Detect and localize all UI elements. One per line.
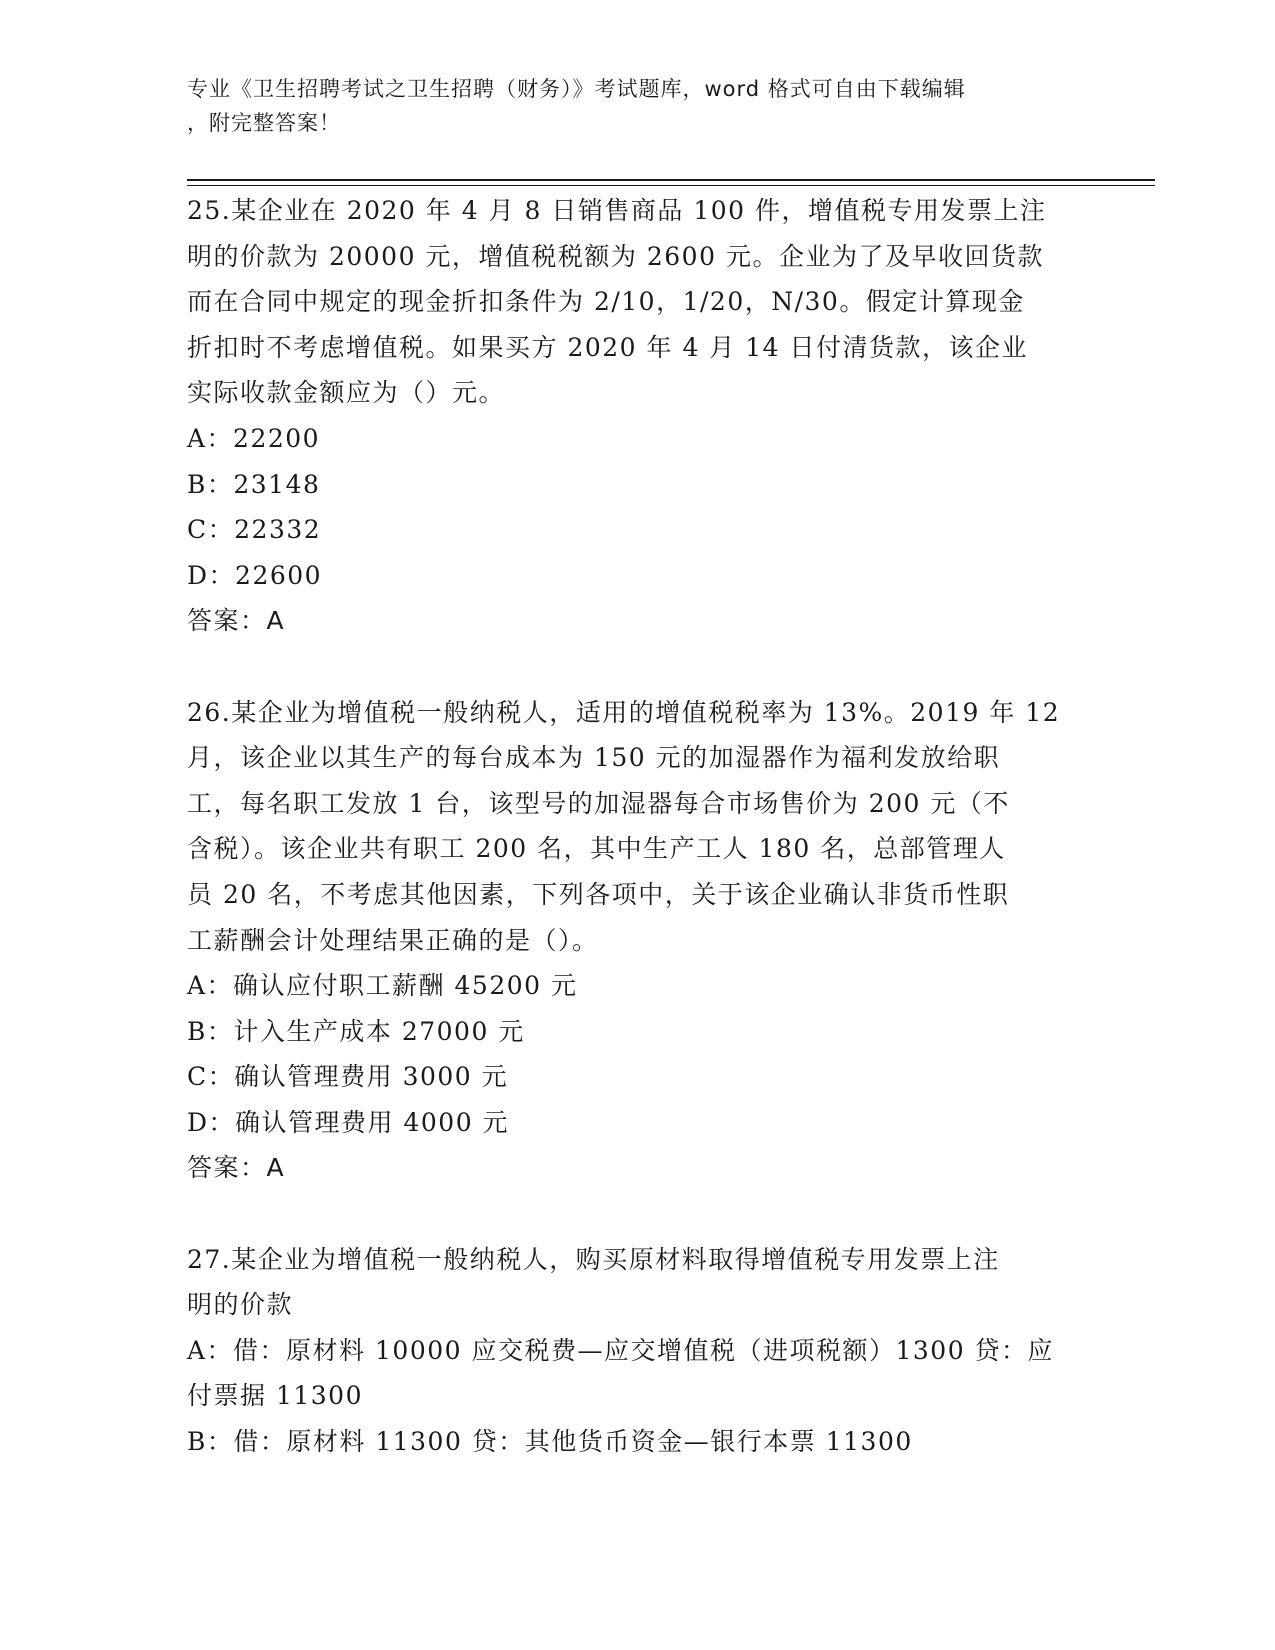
question-stem-line: 明的价款 — [187, 1290, 294, 1320]
question-spacer — [187, 1191, 1087, 1237]
option-c: C：确认管理费用 3000 元 — [187, 1062, 509, 1092]
question-stem-line: 实际收款金额应为（）元。 — [187, 378, 506, 408]
question-stem-line: 26.某企业为增值税一般纳税人，适用的增值税税率为 13%。2019 年 12 — [187, 697, 1061, 727]
question-25 — [187, 188, 1087, 644]
question-stem-line: 月，该企业以其生产的每台成本为 150 元的加湿器作为福利发放给职 — [187, 743, 1001, 773]
option-a: A：确认应付职工薪酬 45200 元 — [187, 971, 578, 1001]
option-d: D：22600 — [187, 560, 323, 590]
question-stem-line: 工，每名职工发放 1 台，该型号的加湿器每合市场售价为 200 元（不 — [187, 788, 1010, 818]
option-a-continued: 付票据 11300 — [187, 1381, 363, 1411]
option-d: D：确认管理费用 4000 元 — [187, 1107, 510, 1137]
question-spacer — [187, 644, 1087, 690]
question-list — [187, 188, 1087, 1465]
question-stem-line: 27.某企业为增值税一般纳税人，购买原材料取得增值税专用发票上注 — [187, 1244, 1000, 1274]
question-stem-line: 员 20 名，不考虑其他因素，下列各项中，关于该企业确认非货币性职 — [187, 879, 1010, 909]
question-stem-line: 折扣时不考虑增值税。如果买方 2020 年 4 月 14 日付清货款，该企业 — [187, 332, 1029, 362]
question-stem-line: 工薪酬会计处理结果正确的是（）。 — [187, 925, 599, 955]
option-c: C：22332 — [187, 515, 322, 545]
option-a: A：22200 — [187, 423, 321, 453]
answer-line: 答案：A — [187, 1153, 286, 1183]
option-a: A：借：原材料 10000 应交税费—应交增值税（进项税额）1300 贷：应 — [187, 1335, 1055, 1365]
question-stem-line: 25.某企业在 2020 年 4 月 8 日销售商品 100 件，增值税专用发票上注 — [187, 196, 1047, 225]
question-stem-line: 而在合同中规定的现金折扣条件为 2/10，1/20，N/30。假定计算现金 — [187, 287, 1025, 317]
question-26 — [187, 690, 1087, 1192]
option-b: B：23148 — [187, 469, 321, 499]
header-divider-thin — [187, 185, 1155, 186]
header-line-2: ，附完整答案！ — [187, 111, 341, 135]
question-27 — [187, 1237, 1087, 1465]
header-line-1: 专业《卫生招聘考试之卫生招聘（财务）》考试题库，word 格式可自由下载编辑 — [187, 77, 966, 101]
answer-line: 答案：A — [187, 606, 286, 636]
question-stem-line: 含税）。该企业共有职工 200 名，其中生产工人 180 名，总部管理人 — [187, 834, 1006, 864]
document-header — [187, 72, 1087, 140]
option-b: B：计入生产成本 27000 元 — [187, 1016, 525, 1046]
header-divider-thick — [187, 179, 1155, 181]
option-b: B：借：原材料 11300 贷：其他货币资金—银行本票 11300 — [187, 1427, 913, 1457]
question-stem-line: 明的价款为 20000 元，增值税税额为 2600 元。企业为了及早收回货款 — [187, 241, 1044, 271]
